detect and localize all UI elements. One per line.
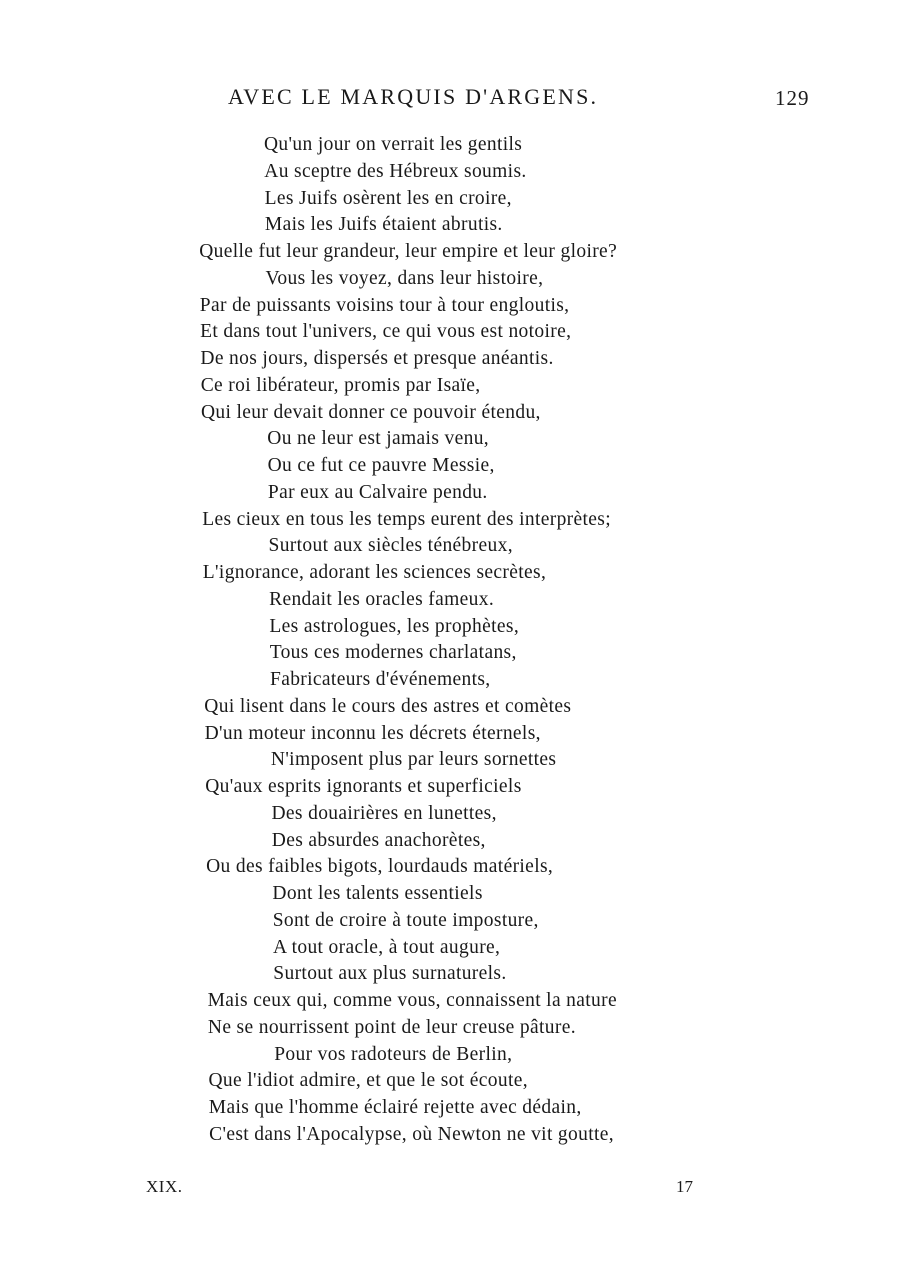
poem-line: Mais que l'homme éclairé rejette avec dédain, (208, 1097, 582, 1118)
poem-line: Des absurdes anachorètes, (271, 829, 486, 851)
poem-line: Pour vos radoteurs de Berlin, (274, 1043, 513, 1065)
poem-line: Sont de croire à toute imposture, (272, 909, 539, 931)
poem-line: Mais les Juifs étaient abrutis. (264, 214, 503, 236)
poem-line: Surtout aux siècles ténébreux, (268, 535, 513, 557)
poem-line: C'est dans l'Apocalypse, où Newton ne vit goutte, (209, 1123, 614, 1145)
poem-line: L'ignorance, adorant les sciences secrètes, (202, 562, 547, 583)
poem-line: Fabricateurs d'événements, (270, 669, 491, 690)
poem-line: Qui leur devait donner ce pouvoir étendu, (201, 401, 541, 423)
poem-line: Par eux au Calvaire pendu. (267, 481, 488, 503)
poem-line: Ou ce fut ce pauvre Messie, (267, 455, 495, 476)
running-title: AVEC LE MARQUIS D'ARGENS. (228, 84, 599, 109)
poem-line: Au sceptre des Hébreux soumis. (264, 160, 527, 182)
page-header (0, 84, 900, 120)
poem-line: Tous ces modernes charlatans, (269, 642, 517, 664)
poem-line: Qu'un jour on verrait les gentils (264, 134, 523, 155)
poem-line: Que l'idiot admire, et que le sot écoute, (208, 1070, 528, 1092)
poem-line: Qui lisent dans le cours des astres et comètes (204, 695, 572, 717)
poem-line: Ou des faibles bigots, lourdauds matériels, (206, 856, 554, 878)
poem-line: Des douairières en lunettes, (271, 802, 497, 824)
poem-line: Surtout aux plus surnaturels. (273, 963, 507, 985)
poem-line: Ne se nourrissent point de leur creuse pâture. (207, 1016, 576, 1038)
sheet-number: 17 (676, 1177, 693, 1196)
signature-mark: XIX. (146, 1177, 183, 1196)
poem-line: De nos jours, dispersés et presque anéantis. (200, 348, 554, 369)
poem-line: Rendait les oracles fameux. (269, 588, 495, 610)
poem-line: Mais ceux qui, comme vous, connaissent la nature (207, 990, 618, 1011)
poem-line: Qu'aux esprits ignorants et superficiels (205, 776, 522, 797)
poem-line: Par de puissants voisins tour à tour engloutis, (199, 294, 570, 316)
poem-line: Ce roi libérateur, promis par Isaïe, (200, 374, 481, 396)
poem-line: Et dans tout l'univers, ce qui vous est notoire, (200, 321, 572, 343)
poem-line: Les astrologues, les prophètes, (269, 615, 520, 637)
poem-line: D'un moteur inconnu les décrets éternels, (204, 722, 541, 744)
page-number: 129 (775, 86, 810, 110)
poem-line: Dont les talents essentiels (272, 883, 483, 904)
poem-line: A tout oracle, à tout augure, (273, 936, 501, 958)
poem-line: Quelle fut leur grandeur, leur empire et leur gloire? (199, 241, 618, 262)
poem-line: Vous les voyez, dans leur histoire, (265, 267, 544, 289)
poem-line: Les cieux en tous les temps eurent des interprètes; (202, 508, 611, 530)
poem-line: Les Juifs osèrent les en croire, (264, 187, 512, 209)
poem-line: Ou ne leur est jamais venu, (267, 428, 490, 450)
poem-line: N'imposent plus par leurs sornettes (270, 749, 557, 771)
